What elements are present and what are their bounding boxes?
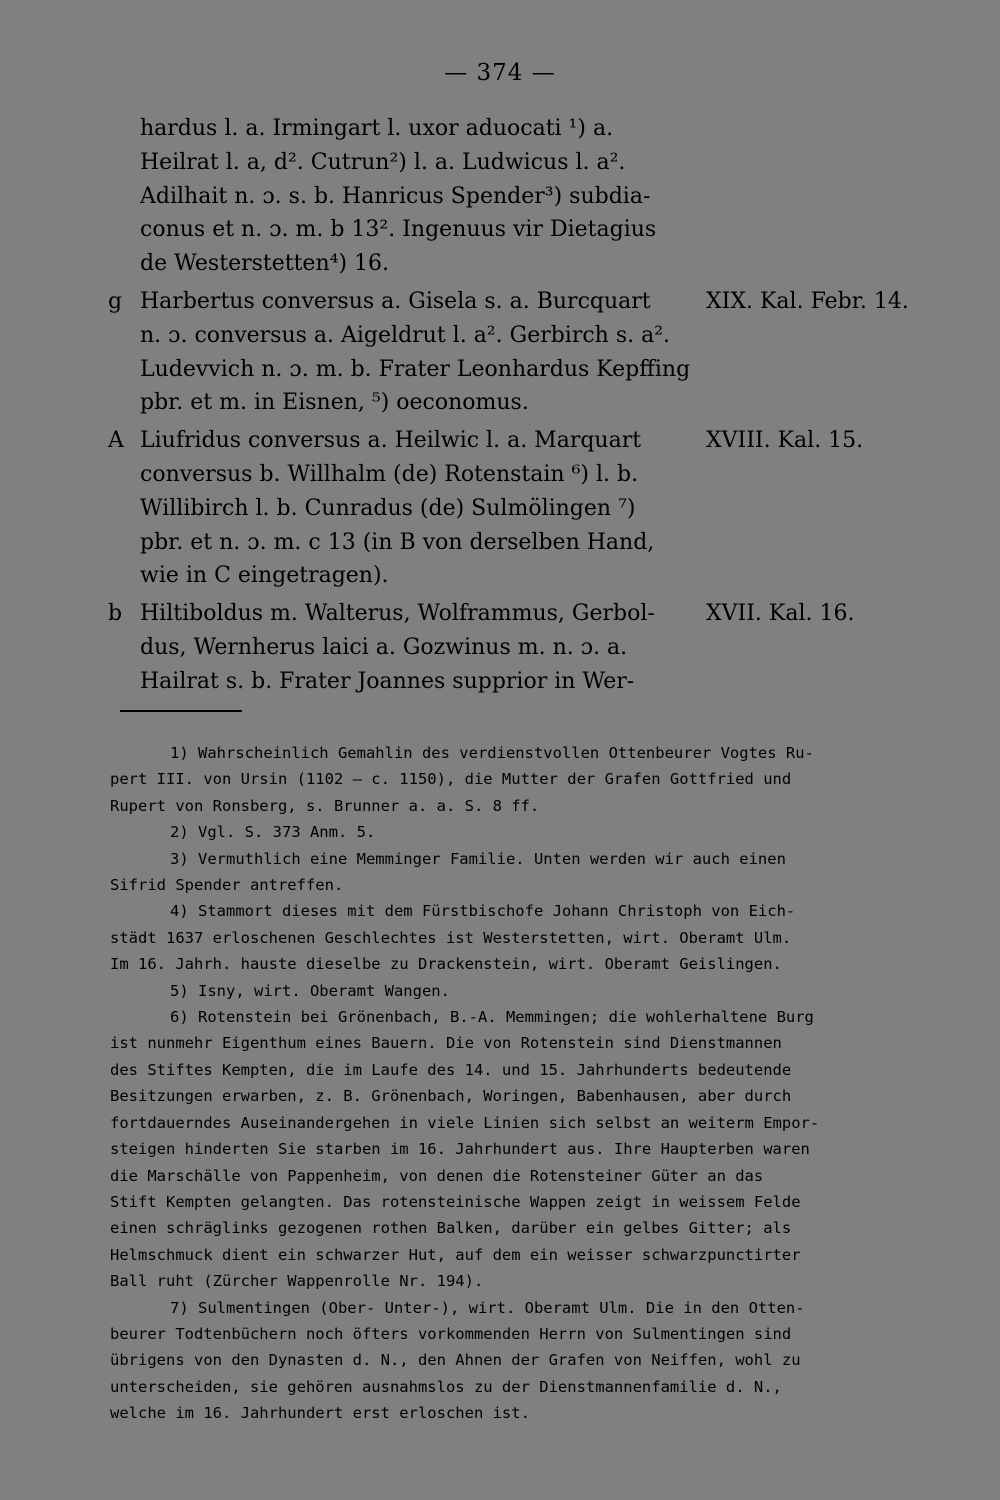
footnote-line: beurer Todtenbüchern noch öfters vorkommenden Herrn von Sulmentingen sind — [110, 1324, 792, 1343]
footnote-line: steigen hinderten Sie starben im 16. Jahrhundert aus. Ihre Haupterben waren — [110, 1140, 810, 1159]
entry-line: Liufridus conversus a. Heilwic l. a. Marquart — [140, 428, 642, 454]
entry-line: pbr. et m. in Eisnen, ⁵) oeconomus. — [140, 390, 529, 416]
footnote — [110, 1295, 890, 1427]
footnote-line: 4) Stammort dieses mit dem Fürstbischofe Johann Christoph von Eich- — [170, 902, 796, 921]
footnote-line: 1) Wahrscheinlich Gemahlin des verdienstvollen Ottenbeurer Vogtes Ru- — [170, 744, 814, 762]
calendar-entry — [108, 597, 898, 698]
footnote-line: städt 1637 erloschenen Geschlechtes ist Westerstetten, wirt. Oberamt Ulm. — [110, 928, 792, 947]
footnote — [110, 898, 890, 977]
footnote — [110, 819, 890, 845]
calendar-entry — [108, 112, 898, 281]
entry-line: Harbertus conversus a. Gisela s. a. Burcquart — [140, 288, 651, 314]
footnote-line: Sifrid Spender antreffen. — [110, 876, 344, 895]
entry-line: Heilrat l. a, d². Cutrun²) l. a. Ludwicus l. a². — [140, 149, 626, 175]
entry-line: Hailrat s. b. Frater Joannes supprior in Wer- — [140, 668, 635, 694]
footnote-line: übrigens von den Dynasten d. N., den Ahnen der Grafen von Neiffen, wohl zu — [110, 1351, 801, 1370]
entry-line: n. ɔ. conversus a. Aigeldrut l. a². Gerbirch s. a². — [140, 322, 671, 348]
footnote-line: Besitzungen erwarben, z. B. Grönenbach, Woringen, Babenhausen, aber durch — [110, 1087, 792, 1106]
calendar-date: XIX. Kal. Febr. 14. — [706, 288, 909, 314]
footnote-line: fortdauerndes Auseinandergehen in viele Linien sich selbst an weiterm Empor- — [110, 1113, 820, 1132]
footnotes — [110, 740, 890, 1427]
entry-line: dus, Wernherus laici a. Gozwinus m. n. ɔ. a. — [140, 634, 628, 660]
calendar-entries — [108, 112, 909, 699]
calendar-date: XVIII. Kal. 15. — [706, 428, 864, 454]
footnote-line: Im 16. Jahrh. hauste dieselbe zu Drackenstein, wirt. Oberamt Geislingen. — [110, 955, 782, 974]
footnote — [110, 846, 890, 899]
footnote-line: die Marschälle von Pappenheim, von denen die Rotensteiner Güter an das — [110, 1166, 764, 1185]
footnote-line: pert III. von Ursin (1102 — c. 1150), die Mutter der Grafen Gottfried und — [110, 770, 792, 789]
footnote-line: ist nunmehr Eigenthum eines Bauern. Die von Rotenstein sind Dienstmannen — [110, 1034, 782, 1053]
entry-line: Hiltiboldus m. Walterus, Wolframmus, Gerbol- — [140, 601, 655, 627]
calendar-entry — [108, 285, 909, 420]
entry-text — [140, 597, 698, 698]
footnote-line: des Stiftes Kempten, die im Laufe des 14. und 15. Jahrhunderts bedeutende — [110, 1060, 792, 1079]
footnote — [110, 740, 890, 819]
footnote-line: Stift Kempten gelangten. Das rotensteinische Wappen zeigt in weissem Felde — [110, 1192, 801, 1211]
footnote — [110, 978, 890, 1004]
page-number: — 374 — — [444, 60, 556, 86]
footnote — [110, 1004, 890, 1294]
footnote-line: 6) Rotenstein bei Grönenbach, B.-A. Memmingen; die wohlerhaltene Burg — [170, 1008, 814, 1027]
entry-line: wie in C eingetragen). — [140, 563, 389, 589]
entry-line: conus et n. ɔ. m. b 13². Ingenuus vir Dietagius — [140, 217, 657, 243]
footnote-line: 7) Sulmentingen (Ober- Unter-), wirt. Oberamt Ulm. Die in den Otten- — [170, 1298, 805, 1317]
footnote-line: 5) Isny, wirt. Oberamt Wangen. — [170, 981, 450, 1000]
footnote-line: 2) Vgl. S. 373 Anm. 5. — [170, 823, 376, 842]
dominical-letter: g — [108, 288, 123, 314]
footnote-line: 3) Vermuthlich eine Memminger Familie. Unten werden wir auch einen — [170, 849, 786, 868]
footnote-separator — [120, 710, 242, 712]
footnote-line: welche im 16. Jahrhundert erst erloschen ist. — [110, 1404, 530, 1423]
entry-line: hardus l. a. Irmingart l. uxor aduocati ¹) a. — [140, 116, 614, 141]
entry-text — [140, 285, 698, 420]
footnote-line: einen schräglinks gezogenen rothen Balken, darüber ein gelbes Gitter; als — [110, 1219, 792, 1238]
entry-line: pbr. et n. ɔ. m. c 13 (in B von derselben Hand, — [140, 529, 655, 555]
calendar-date: XVII. Kal. 16. — [706, 601, 855, 627]
dominical-letter: A — [108, 428, 124, 454]
entry-text — [140, 424, 698, 593]
calendar-entry — [108, 424, 898, 593]
footnote-line: Rupert von Ronsberg, s. Brunner a. a. S. 8 ff. — [110, 796, 540, 815]
entry-text — [140, 112, 698, 281]
footnote-line: Ball ruht (Zürcher Wappenrolle Nr. 194). — [110, 1272, 484, 1291]
entry-line: Ludevvich n. ɔ. m. b. Frater Leonhardus Kepffing — [140, 356, 691, 382]
footnote-line: unterscheiden, sie gehören ausnahmslos zu der Dienstmannenfamilie d. N., — [110, 1377, 782, 1396]
entry-line: Adilhait n. ɔ. s. b. Hanricus Spender³) subdia- — [140, 183, 651, 209]
dominical-letter: b — [108, 601, 123, 627]
footnote-line: Helmschmuck dient ein schwarzer Hut, auf dem ein weisser schwarzpunctirter — [110, 1245, 801, 1264]
entry-line: Willibirch l. b. Cunradus (de) Sulmölingen ⁷) — [140, 495, 636, 521]
entry-line: conversus b. Willhalm (de) Rotenstain ⁶) l. b. — [140, 461, 639, 487]
entry-line: de Westerstetten⁴) 16. — [140, 251, 390, 277]
